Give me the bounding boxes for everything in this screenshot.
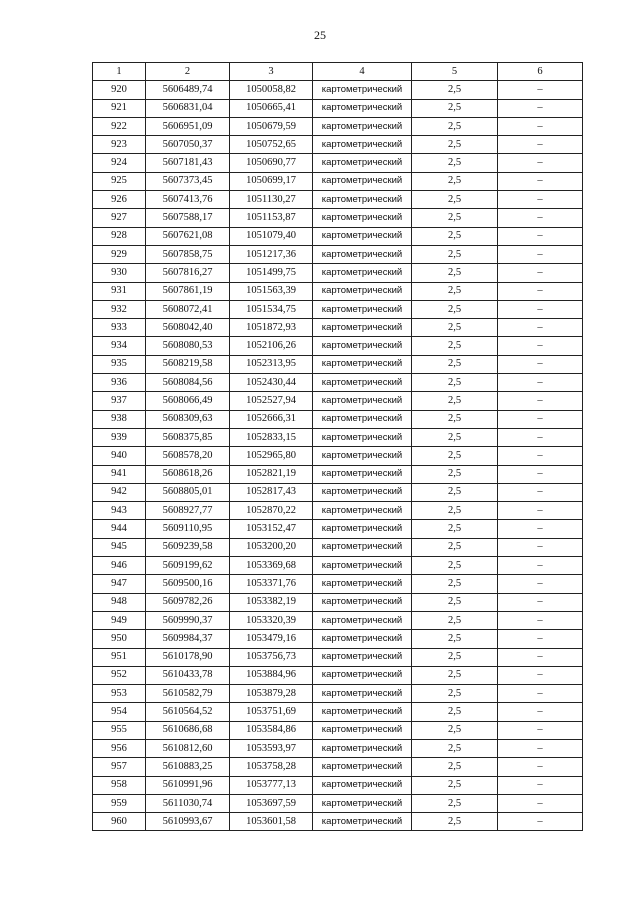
cell-accuracy: 2,5 bbox=[412, 721, 498, 739]
cell-description: – bbox=[498, 520, 583, 538]
cell-accuracy: 2,5 bbox=[412, 813, 498, 831]
cell-point-number: 951 bbox=[93, 648, 146, 666]
cell-method: картометрический bbox=[313, 81, 412, 99]
cell-point-number: 933 bbox=[93, 319, 146, 337]
table-row bbox=[93, 99, 583, 117]
cell-y: 1053756,73 bbox=[230, 648, 313, 666]
cell-y: 1051130,27 bbox=[230, 191, 313, 209]
table-row bbox=[93, 355, 583, 373]
cell-point-number: 950 bbox=[93, 630, 146, 648]
cell-y: 1053371,76 bbox=[230, 575, 313, 593]
cell-y: 1051563,39 bbox=[230, 282, 313, 300]
cell-method: картометрический bbox=[313, 337, 412, 355]
cell-point-number: 954 bbox=[93, 703, 146, 721]
cell-x: 5607861,19 bbox=[146, 282, 230, 300]
cell-accuracy: 2,5 bbox=[412, 739, 498, 757]
cell-x: 5608042,40 bbox=[146, 319, 230, 337]
table-row bbox=[93, 154, 583, 172]
cell-description: – bbox=[498, 630, 583, 648]
cell-y: 1050690,77 bbox=[230, 154, 313, 172]
cell-x: 5609199,62 bbox=[146, 557, 230, 575]
cell-accuracy: 2,5 bbox=[412, 593, 498, 611]
cell-y: 1051499,75 bbox=[230, 264, 313, 282]
cell-point-number: 948 bbox=[93, 593, 146, 611]
cell-point-number: 960 bbox=[93, 813, 146, 831]
table-row bbox=[93, 81, 583, 99]
cell-y: 1053200,20 bbox=[230, 538, 313, 556]
cell-point-number: 928 bbox=[93, 227, 146, 245]
cell-method: картометрический bbox=[313, 300, 412, 318]
cell-accuracy: 2,5 bbox=[412, 776, 498, 794]
cell-y: 1051217,36 bbox=[230, 245, 313, 263]
cell-y: 1053758,28 bbox=[230, 758, 313, 776]
cell-point-number: 942 bbox=[93, 483, 146, 501]
cell-y: 1052666,31 bbox=[230, 410, 313, 428]
cell-method: картометрический bbox=[313, 99, 412, 117]
cell-method: картометрический bbox=[313, 520, 412, 538]
cell-x: 5609782,26 bbox=[146, 593, 230, 611]
cell-point-number: 927 bbox=[93, 209, 146, 227]
cell-y: 1051153,87 bbox=[230, 209, 313, 227]
table-row bbox=[93, 282, 583, 300]
cell-x: 5610564,52 bbox=[146, 703, 230, 721]
cell-method: картометрический bbox=[313, 209, 412, 227]
cell-x: 5610991,96 bbox=[146, 776, 230, 794]
cell-y: 1053382,19 bbox=[230, 593, 313, 611]
cell-x: 5608805,01 bbox=[146, 483, 230, 501]
table-row bbox=[93, 611, 583, 629]
cell-description: – bbox=[498, 465, 583, 483]
cell-x: 5607413,76 bbox=[146, 191, 230, 209]
cell-method: картометрический bbox=[313, 721, 412, 739]
cell-accuracy: 2,5 bbox=[412, 227, 498, 245]
cell-description: – bbox=[498, 794, 583, 812]
cell-y: 1053777,13 bbox=[230, 776, 313, 794]
cell-x: 5609500,16 bbox=[146, 575, 230, 593]
cell-point-number: 934 bbox=[93, 337, 146, 355]
cell-x: 5608578,20 bbox=[146, 447, 230, 465]
cell-description: – bbox=[498, 813, 583, 831]
header-cell-method: 4 bbox=[313, 63, 412, 81]
cell-accuracy: 2,5 bbox=[412, 410, 498, 428]
cell-point-number: 947 bbox=[93, 575, 146, 593]
cell-x: 5608072,41 bbox=[146, 300, 230, 318]
table-row bbox=[93, 300, 583, 318]
cell-x: 5609110,95 bbox=[146, 520, 230, 538]
cell-x: 5607050,37 bbox=[146, 136, 230, 154]
table-row bbox=[93, 465, 583, 483]
cell-y: 1051872,93 bbox=[230, 319, 313, 337]
cell-method: картометрический bbox=[313, 685, 412, 703]
cell-description: – bbox=[498, 758, 583, 776]
cell-accuracy: 2,5 bbox=[412, 209, 498, 227]
cell-description: – bbox=[498, 739, 583, 757]
cell-description: – bbox=[498, 227, 583, 245]
table-row bbox=[93, 813, 583, 831]
cell-description: – bbox=[498, 172, 583, 190]
cell-method: картометрический bbox=[313, 703, 412, 721]
cell-y: 1053879,28 bbox=[230, 685, 313, 703]
cell-method: картометрический bbox=[313, 374, 412, 392]
cell-point-number: 920 bbox=[93, 81, 146, 99]
cell-description: – bbox=[498, 374, 583, 392]
cell-y: 1053884,96 bbox=[230, 666, 313, 684]
cell-y: 1053601,58 bbox=[230, 813, 313, 831]
cell-description: – bbox=[498, 410, 583, 428]
cell-y: 1050752,65 bbox=[230, 136, 313, 154]
table-row bbox=[93, 428, 583, 446]
table-row bbox=[93, 630, 583, 648]
cell-description: – bbox=[498, 392, 583, 410]
cell-method: картометрический bbox=[313, 172, 412, 190]
table-row bbox=[93, 593, 583, 611]
cell-point-number: 935 bbox=[93, 355, 146, 373]
table-row bbox=[93, 172, 583, 190]
cell-y: 1051079,40 bbox=[230, 227, 313, 245]
cell-method: картометрический bbox=[313, 355, 412, 373]
cell-accuracy: 2,5 bbox=[412, 392, 498, 410]
cell-point-number: 937 bbox=[93, 392, 146, 410]
cell-description: – bbox=[498, 245, 583, 263]
cell-method: картометрический bbox=[313, 593, 412, 611]
cell-x: 5610582,79 bbox=[146, 685, 230, 703]
cell-y: 1053479,16 bbox=[230, 630, 313, 648]
cell-description: – bbox=[498, 136, 583, 154]
cell-method: картометрический bbox=[313, 465, 412, 483]
cell-point-number: 929 bbox=[93, 245, 146, 263]
table-row bbox=[93, 502, 583, 520]
cell-y: 1052430,44 bbox=[230, 374, 313, 392]
cell-y: 1050058,82 bbox=[230, 81, 313, 99]
cell-method: картометрический bbox=[313, 319, 412, 337]
cell-x: 5610993,67 bbox=[146, 813, 230, 831]
cell-description: – bbox=[498, 428, 583, 446]
cell-method: картометрический bbox=[313, 611, 412, 629]
table-row bbox=[93, 264, 583, 282]
cell-accuracy: 2,5 bbox=[412, 355, 498, 373]
cell-accuracy: 2,5 bbox=[412, 282, 498, 300]
cell-method: картометрический bbox=[313, 776, 412, 794]
table-row bbox=[93, 520, 583, 538]
cell-method: картометрический bbox=[313, 136, 412, 154]
cell-method: картометрический bbox=[313, 282, 412, 300]
cell-accuracy: 2,5 bbox=[412, 611, 498, 629]
cell-accuracy: 2,5 bbox=[412, 502, 498, 520]
table-row bbox=[93, 209, 583, 227]
cell-description: – bbox=[498, 117, 583, 135]
table-row bbox=[93, 648, 583, 666]
cell-accuracy: 2,5 bbox=[412, 136, 498, 154]
cell-accuracy: 2,5 bbox=[412, 99, 498, 117]
cell-point-number: 930 bbox=[93, 264, 146, 282]
cell-y: 1052870,22 bbox=[230, 502, 313, 520]
table-row bbox=[93, 776, 583, 794]
cell-method: картометрический bbox=[313, 154, 412, 172]
cell-accuracy: 2,5 bbox=[412, 557, 498, 575]
cell-accuracy: 2,5 bbox=[412, 758, 498, 776]
table-row bbox=[93, 410, 583, 428]
header-cell-description: 6 bbox=[498, 63, 583, 81]
cell-y: 1053593,97 bbox=[230, 739, 313, 757]
cell-accuracy: 2,5 bbox=[412, 575, 498, 593]
cell-method: картометрический bbox=[313, 502, 412, 520]
cell-y: 1052106,26 bbox=[230, 337, 313, 355]
table-row bbox=[93, 739, 583, 757]
cell-x: 5607373,45 bbox=[146, 172, 230, 190]
cell-accuracy: 2,5 bbox=[412, 666, 498, 684]
cell-y: 1053320,39 bbox=[230, 611, 313, 629]
table-header-row bbox=[93, 63, 583, 81]
cell-x: 5608080,53 bbox=[146, 337, 230, 355]
cell-accuracy: 2,5 bbox=[412, 154, 498, 172]
cell-point-number: 921 bbox=[93, 99, 146, 117]
cell-description: – bbox=[498, 337, 583, 355]
cell-point-number: 938 bbox=[93, 410, 146, 428]
cell-method: картометрический bbox=[313, 538, 412, 556]
cell-description: – bbox=[498, 502, 583, 520]
cell-accuracy: 2,5 bbox=[412, 685, 498, 703]
cell-y: 1052965,80 bbox=[230, 447, 313, 465]
cell-description: – bbox=[498, 666, 583, 684]
table-row bbox=[93, 721, 583, 739]
cell-point-number: 946 bbox=[93, 557, 146, 575]
table-row bbox=[93, 319, 583, 337]
cell-point-number: 953 bbox=[93, 685, 146, 703]
cell-method: картометрический bbox=[313, 264, 412, 282]
table-row bbox=[93, 685, 583, 703]
cell-y: 1052833,15 bbox=[230, 428, 313, 446]
cell-accuracy: 2,5 bbox=[412, 374, 498, 392]
cell-description: – bbox=[498, 648, 583, 666]
cell-method: картометрический bbox=[313, 245, 412, 263]
cell-description: – bbox=[498, 319, 583, 337]
cell-point-number: 952 bbox=[93, 666, 146, 684]
cell-y: 1053584,86 bbox=[230, 721, 313, 739]
cell-accuracy: 2,5 bbox=[412, 191, 498, 209]
cell-x: 5607588,17 bbox=[146, 209, 230, 227]
cell-x: 5608927,77 bbox=[146, 502, 230, 520]
cell-y: 1051534,75 bbox=[230, 300, 313, 318]
cell-x: 5607181,43 bbox=[146, 154, 230, 172]
cell-accuracy: 2,5 bbox=[412, 703, 498, 721]
cell-y: 1052313,95 bbox=[230, 355, 313, 373]
cell-accuracy: 2,5 bbox=[412, 172, 498, 190]
table-row bbox=[93, 245, 583, 263]
cell-accuracy: 2,5 bbox=[412, 300, 498, 318]
table-row bbox=[93, 136, 583, 154]
header-cell-accuracy: 5 bbox=[412, 63, 498, 81]
cell-point-number: 925 bbox=[93, 172, 146, 190]
cell-method: картометрический bbox=[313, 648, 412, 666]
cell-description: – bbox=[498, 355, 583, 373]
cell-y: 1053697,59 bbox=[230, 794, 313, 812]
table-row bbox=[93, 758, 583, 776]
cell-accuracy: 2,5 bbox=[412, 264, 498, 282]
cell-method: картометрический bbox=[313, 758, 412, 776]
cell-x: 5610686,68 bbox=[146, 721, 230, 739]
cell-point-number: 923 bbox=[93, 136, 146, 154]
cell-method: картометрический bbox=[313, 392, 412, 410]
table-row bbox=[93, 483, 583, 501]
table-body bbox=[93, 81, 583, 831]
cell-accuracy: 2,5 bbox=[412, 81, 498, 99]
cell-y: 1050679,59 bbox=[230, 117, 313, 135]
cell-point-number: 926 bbox=[93, 191, 146, 209]
cell-point-number: 939 bbox=[93, 428, 146, 446]
cell-description: – bbox=[498, 300, 583, 318]
cell-description: – bbox=[498, 264, 583, 282]
cell-description: – bbox=[498, 611, 583, 629]
cell-description: – bbox=[498, 721, 583, 739]
table-row bbox=[93, 557, 583, 575]
cell-accuracy: 2,5 bbox=[412, 483, 498, 501]
cell-description: – bbox=[498, 209, 583, 227]
cell-y: 1052821,19 bbox=[230, 465, 313, 483]
cell-x: 5608084,56 bbox=[146, 374, 230, 392]
cell-description: – bbox=[498, 538, 583, 556]
cell-method: картометрический bbox=[313, 739, 412, 757]
cell-point-number: 932 bbox=[93, 300, 146, 318]
cell-point-number: 957 bbox=[93, 758, 146, 776]
cell-method: картометрический bbox=[313, 794, 412, 812]
cell-point-number: 941 bbox=[93, 465, 146, 483]
cell-description: – bbox=[498, 685, 583, 703]
cell-x: 5611030,74 bbox=[146, 794, 230, 812]
cell-y: 1053152,47 bbox=[230, 520, 313, 538]
cell-x: 5610883,25 bbox=[146, 758, 230, 776]
cell-description: – bbox=[498, 593, 583, 611]
cell-x: 5608219,58 bbox=[146, 355, 230, 373]
cell-method: картометрический bbox=[313, 483, 412, 501]
cell-description: – bbox=[498, 191, 583, 209]
table-row bbox=[93, 703, 583, 721]
cell-x: 5606489,74 bbox=[146, 81, 230, 99]
cell-accuracy: 2,5 bbox=[412, 245, 498, 263]
cell-x: 5607621,08 bbox=[146, 227, 230, 245]
cell-y: 1052527,94 bbox=[230, 392, 313, 410]
cell-x: 5607816,27 bbox=[146, 264, 230, 282]
cell-description: – bbox=[498, 483, 583, 501]
table-row bbox=[93, 794, 583, 812]
cell-method: картометрический bbox=[313, 428, 412, 446]
cell-description: – bbox=[498, 703, 583, 721]
cell-point-number: 936 bbox=[93, 374, 146, 392]
table-row bbox=[93, 538, 583, 556]
cell-method: картометрический bbox=[313, 410, 412, 428]
cell-point-number: 944 bbox=[93, 520, 146, 538]
cell-x: 5606951,09 bbox=[146, 117, 230, 135]
cell-point-number: 922 bbox=[93, 117, 146, 135]
cell-point-number: 940 bbox=[93, 447, 146, 465]
table-row bbox=[93, 227, 583, 245]
cell-accuracy: 2,5 bbox=[412, 319, 498, 337]
cell-y: 1053369,68 bbox=[230, 557, 313, 575]
cell-description: – bbox=[498, 154, 583, 172]
coordinates-table bbox=[92, 62, 583, 831]
table-row bbox=[93, 575, 583, 593]
cell-method: картометрический bbox=[313, 575, 412, 593]
cell-x: 5609984,37 bbox=[146, 630, 230, 648]
page-number: 25 bbox=[314, 28, 326, 42]
cell-accuracy: 2,5 bbox=[412, 648, 498, 666]
cell-x: 5609990,37 bbox=[146, 611, 230, 629]
cell-description: – bbox=[498, 557, 583, 575]
cell-method: картометрический bbox=[313, 447, 412, 465]
table-row bbox=[93, 447, 583, 465]
cell-method: картометрический bbox=[313, 813, 412, 831]
cell-point-number: 924 bbox=[93, 154, 146, 172]
cell-point-number: 958 bbox=[93, 776, 146, 794]
cell-x: 5608375,85 bbox=[146, 428, 230, 446]
cell-point-number: 959 bbox=[93, 794, 146, 812]
cell-x: 5609239,58 bbox=[146, 538, 230, 556]
header-cell-y: 3 bbox=[230, 63, 313, 81]
cell-description: – bbox=[498, 99, 583, 117]
cell-x: 5607858,75 bbox=[146, 245, 230, 263]
cell-description: – bbox=[498, 447, 583, 465]
cell-y: 1050665,41 bbox=[230, 99, 313, 117]
cell-point-number: 949 bbox=[93, 611, 146, 629]
cell-accuracy: 2,5 bbox=[412, 337, 498, 355]
cell-accuracy: 2,5 bbox=[412, 630, 498, 648]
cell-accuracy: 2,5 bbox=[412, 117, 498, 135]
cell-description: – bbox=[498, 776, 583, 794]
table-row bbox=[93, 374, 583, 392]
header-cell-x: 2 bbox=[146, 63, 230, 81]
cell-x: 5610433,78 bbox=[146, 666, 230, 684]
cell-x: 5610178,90 bbox=[146, 648, 230, 666]
cell-method: картометрический bbox=[313, 666, 412, 684]
cell-accuracy: 2,5 bbox=[412, 520, 498, 538]
cell-point-number: 931 bbox=[93, 282, 146, 300]
cell-method: картометрический bbox=[313, 630, 412, 648]
cell-x: 5610812,60 bbox=[146, 739, 230, 757]
cell-description: – bbox=[498, 81, 583, 99]
cell-y: 1053751,69 bbox=[230, 703, 313, 721]
cell-point-number: 956 bbox=[93, 739, 146, 757]
cell-x: 5608309,63 bbox=[146, 410, 230, 428]
cell-y: 1052817,43 bbox=[230, 483, 313, 501]
table-row bbox=[93, 666, 583, 684]
cell-accuracy: 2,5 bbox=[412, 465, 498, 483]
cell-description: – bbox=[498, 575, 583, 593]
cell-point-number: 943 bbox=[93, 502, 146, 520]
cell-method: картометрический bbox=[313, 191, 412, 209]
table-row bbox=[93, 392, 583, 410]
cell-accuracy: 2,5 bbox=[412, 447, 498, 465]
table-row bbox=[93, 117, 583, 135]
cell-description: – bbox=[498, 282, 583, 300]
table-row bbox=[93, 191, 583, 209]
cell-y: 1050699,17 bbox=[230, 172, 313, 190]
cell-x: 5608066,49 bbox=[146, 392, 230, 410]
table-row bbox=[93, 337, 583, 355]
header-cell-point-number: 1 bbox=[93, 63, 146, 81]
cell-point-number: 945 bbox=[93, 538, 146, 556]
cell-point-number: 955 bbox=[93, 721, 146, 739]
cell-x: 5606831,04 bbox=[146, 99, 230, 117]
cell-method: картометрический bbox=[313, 557, 412, 575]
cell-accuracy: 2,5 bbox=[412, 538, 498, 556]
cell-accuracy: 2,5 bbox=[412, 794, 498, 812]
cell-accuracy: 2,5 bbox=[412, 428, 498, 446]
cell-method: картометрический bbox=[313, 117, 412, 135]
cell-x: 5608618,26 bbox=[146, 465, 230, 483]
cell-method: картометрический bbox=[313, 227, 412, 245]
